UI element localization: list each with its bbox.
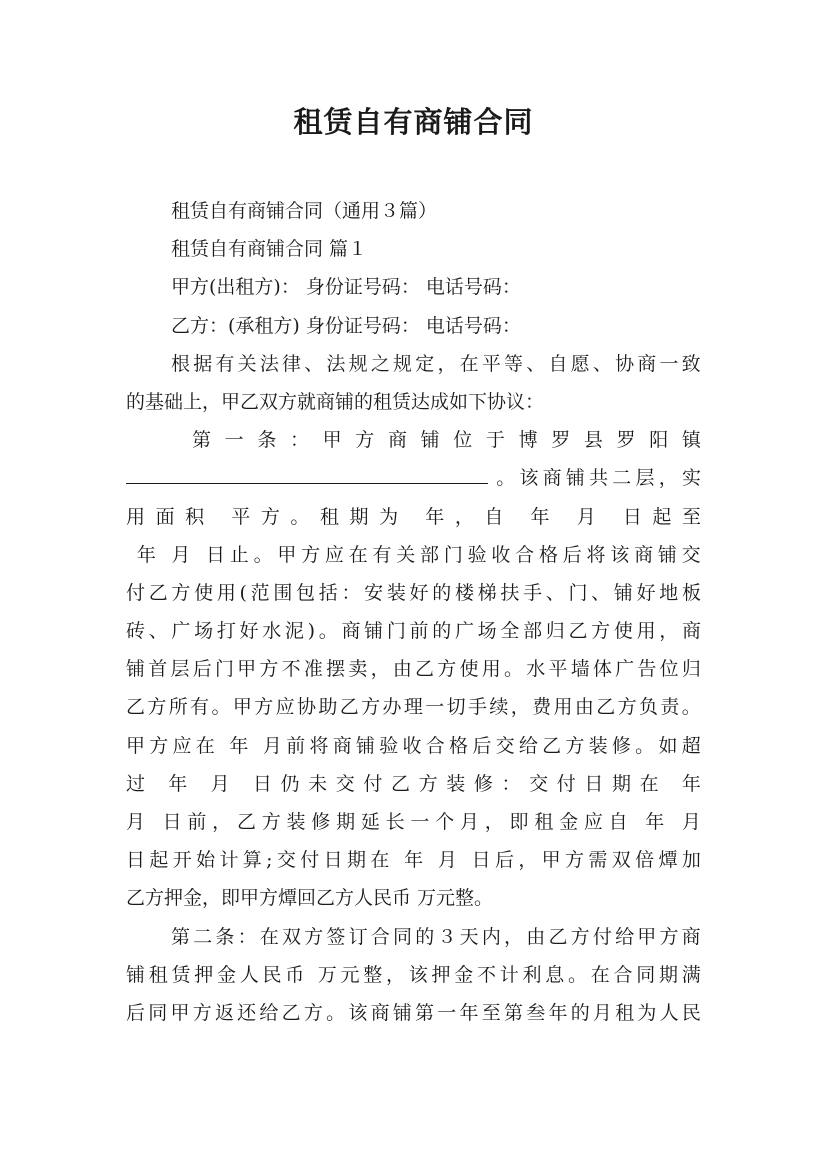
text-line: 甲 方 应 在 年 月 前 将 商 铺 验 收 合 格 后 交 给 乙 方 装 修 。 如 超: [126, 734, 701, 757]
text-line: 第 一 条 ： 甲 方 商 铺 位 于 博 罗 县 罗 阳 镇: [192, 429, 701, 452]
text-line: 后 同 甲 方 返 还 给 乙 方 。 该 商 铺 第 一 年 至 第 叁 年 的 月 租 为 人 民: [126, 1001, 701, 1024]
text-line: 乙 方 所 有 。 甲 方 应 协 助 乙 方 办 理 一 切 手 续 ， 费 用 由 乙 方 负 责 。: [126, 696, 701, 719]
text-line: 根 据 有 关 法 律 、 法 规 之 规 定 ， 在 平 等 、 自 愿 、 协 商 一 致: [171, 352, 701, 375]
document-body: [126, 192, 701, 1032]
text-line: 租赁自有商铺合同 篇１: [171, 238, 368, 261]
text-line: 乙方押金，即甲方燂回乙方人民币 万元整。: [126, 887, 494, 910]
text-line: 付 乙 方 使 用 ( 范 围 包 括 ： 安 装 好 的 楼 梯 扶 手 、 门 、 铺 好 地 板: [126, 581, 701, 604]
text-line: 第 二 条 ： 在 双 方 签 订 合 同 的 ３ 天 内 ， 由 乙 方 付 给 甲 方 商: [171, 925, 701, 948]
text-line: 铺 首 层 后 门 甲 方 不 准 摆 卖 ， 由 乙 方 使 用 。 水 平 墙 体 广 告 位 归: [126, 658, 701, 681]
text-line: 乙方：(承租方) 身份证号码： 电话号码：: [171, 314, 521, 337]
text-line: 过 年 月 日 仍 未 交 付 乙 方 装 修 ： 交 付 日 期 在 年: [126, 772, 701, 795]
text-line: 的基础上，甲乙双方就商铺的租赁达成如下协议：: [126, 390, 545, 413]
text-line: 年 月 日 止 。 甲 方 应 在 有 关 部 门 验 收 合 格 后 将 该 商 铺 交: [136, 543, 701, 566]
text-line: 铺 租 赁 押 金 人 民 币 万 元 整 ， 该 押 金 不 计 利 息 。 在 合 同 期 满: [126, 963, 701, 986]
text-line: 租赁自有商铺合同（通用３篇）: [171, 200, 438, 222]
text-line: 甲方(出租方)： 身份证号码： 电话号码：: [171, 276, 521, 299]
blank-underline: [126, 459, 488, 484]
text-line: 日 起 开 始 计 算 ; 交 付 日 期 在 年 月 日 后 ， 甲 方 需 双 倍 燂 加: [126, 849, 701, 872]
text-line: 月 日 前 ， 乙 方 装 修 期 延 长 一 个 月 ， 即 租 金 应 自 年 月: [126, 811, 701, 833]
text-line: 。 该 商 铺 共 二 层 ， 实: [126, 459, 701, 497]
text-line: 用 面 积 平 方 。 租 期 为 年 ， 自 年 月 日 起 至: [126, 505, 701, 528]
document-title: 租赁自有商铺合同: [293, 105, 534, 139]
text-line: 砖 、 广 场 打 好 水 泥 ) 。 商 铺 门 前 的 广 场 全 部 归 乙 方 使 用 ， 商: [126, 620, 701, 643]
